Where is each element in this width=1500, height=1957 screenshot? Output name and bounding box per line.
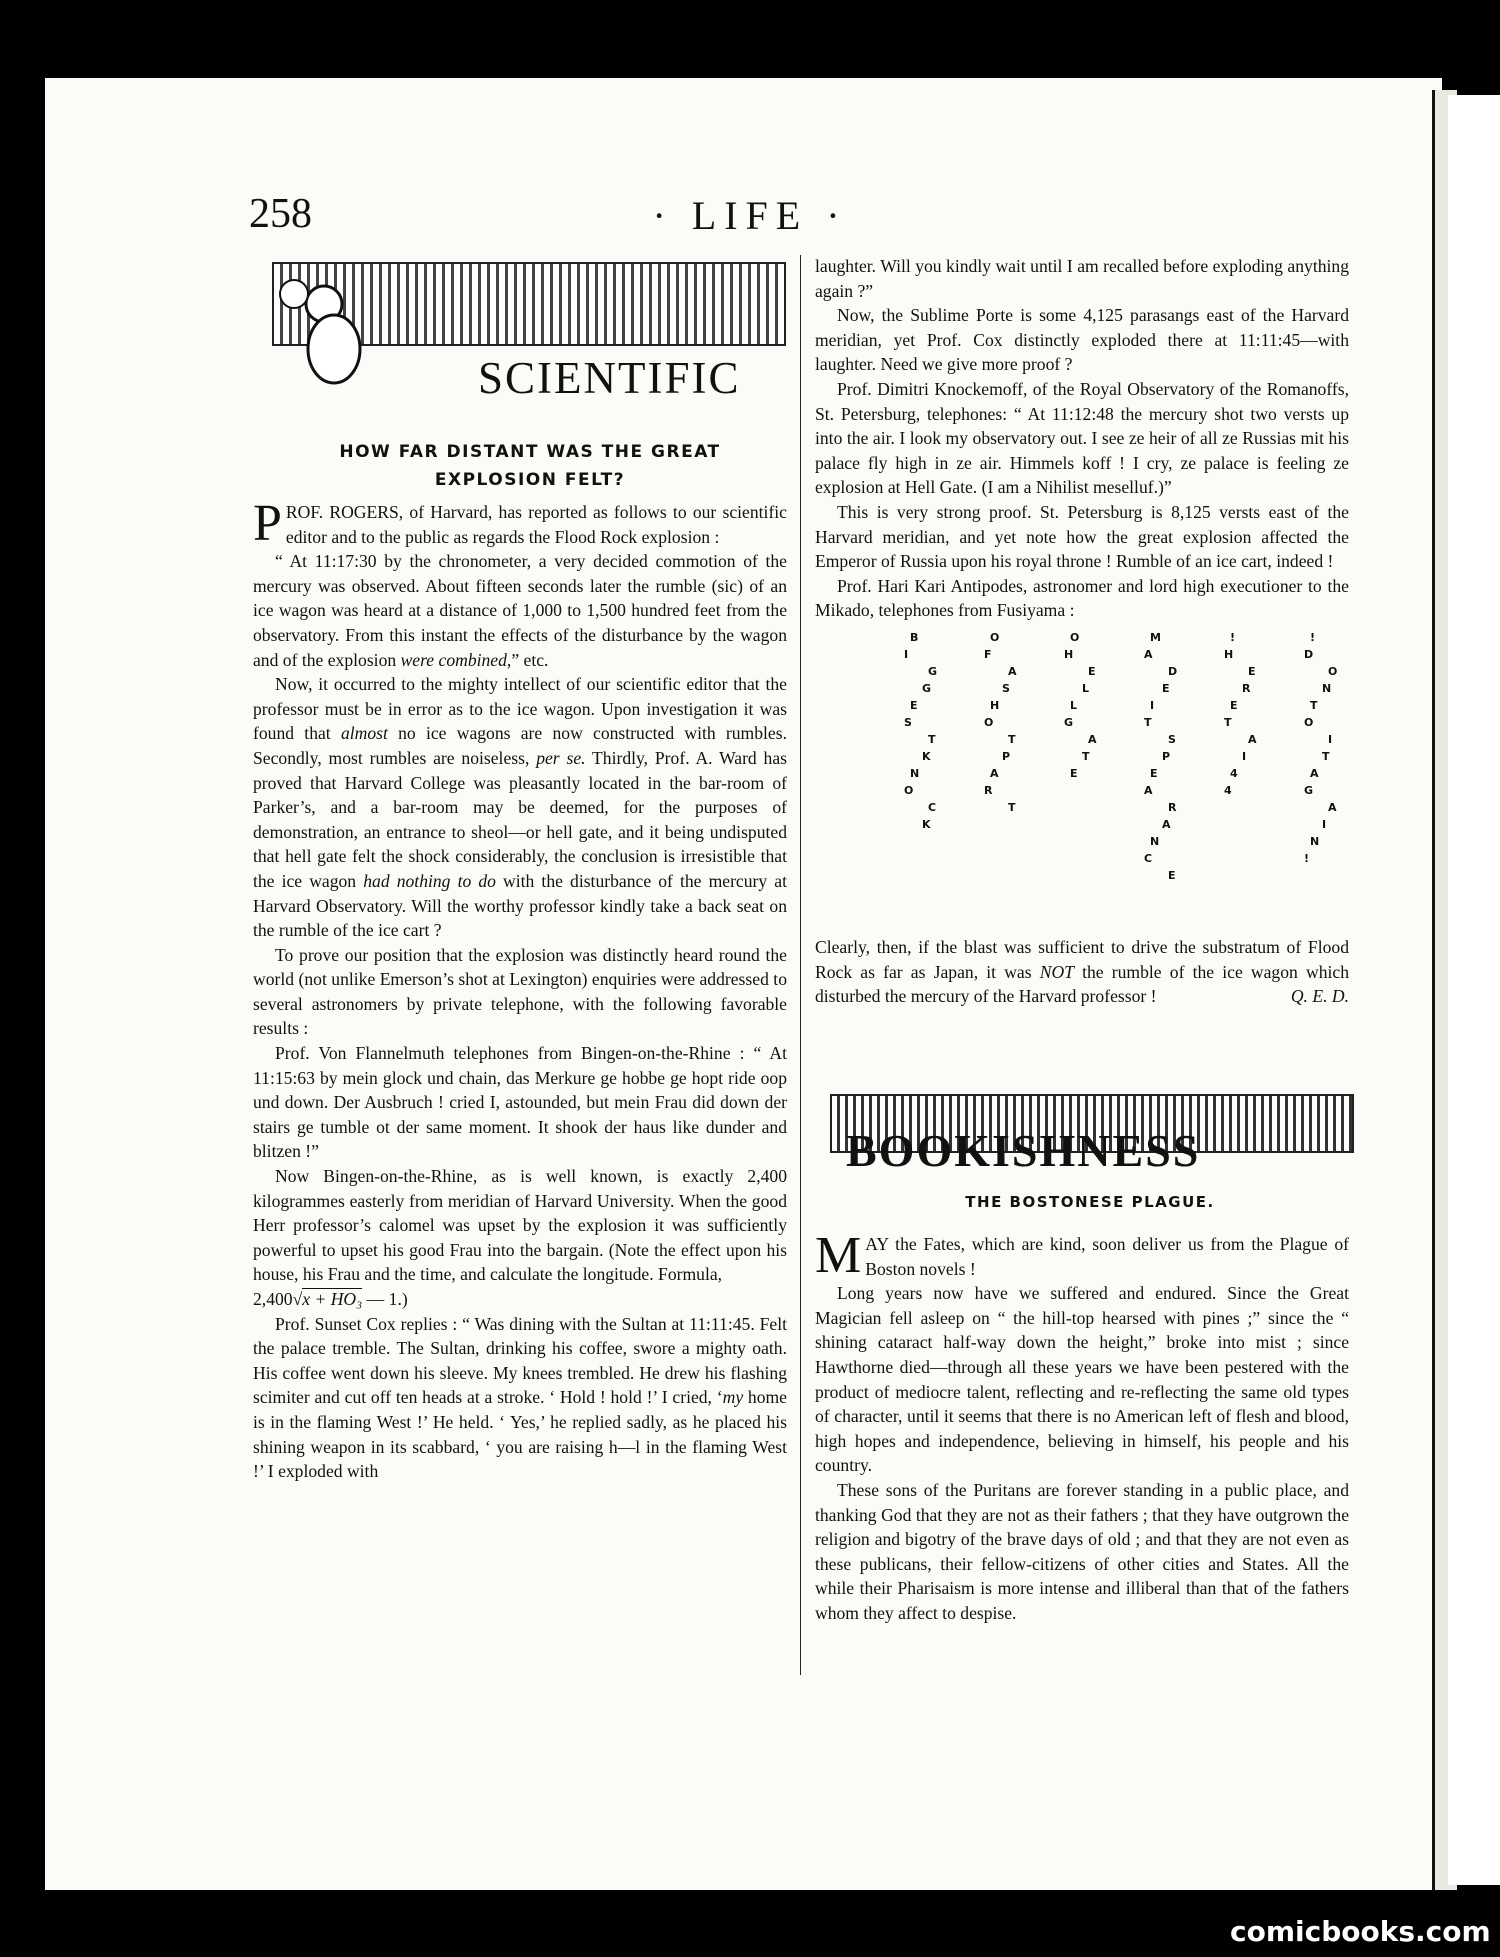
scattered-letter: A xyxy=(1162,817,1171,831)
scattered-letter: L xyxy=(1082,681,1090,695)
paragraph-text: Thirdly, Prof. A. Ward has proved that Harvard College was pleasantly located in the bar-room of Parker’s, and a bar-room may be deemed, for the purposes of demonstration, an entrance to sheol—or hell gate, and it being undisputed that hell gate felt the shock considerably, the conclusion is irresistible that the ice wagon xyxy=(253,747,788,891)
paragraph-text: Clearly, then, if the blast was sufficient to drive the substratum of Flood Rock as far as Japan, it was xyxy=(815,936,1349,982)
scattered-letter: N xyxy=(910,766,920,780)
emphasis: my xyxy=(722,1387,744,1408)
masthead-title: · LIFE · xyxy=(652,193,848,238)
emphasis: NOT xyxy=(1039,961,1074,982)
scattered-letter: L xyxy=(1070,698,1078,712)
scattered-letter: N xyxy=(1150,834,1160,848)
paragraph: Long years now have we suffered and endured. Since the Great Magician fell asleep on “ the hill-top hearsed with pines ;” since the “ shining cataract half-way down the height,” broke into mist ; since Hawthorne died—through all these years we have been pestered with the product of mediocre talent, reflecting and re-reflecting the same old types of character, until it seems that there is no American left of flesh and blood, high hopes and independence, believing in himself, his people and his country. xyxy=(815,1283,1349,1476)
scattered-letter: A xyxy=(1310,766,1319,780)
scattered-letter: A xyxy=(1088,732,1097,746)
scattered-letter: A xyxy=(1248,732,1257,746)
paragraph: Prof. Dimitri Knockemoff, of the Royal Observatory of the Romanoffs, St. Petersburg, telephones: “ At 11:12:48 the mercury shot two versts up into the air. I look my observatory out. I see ze heir of all ze Russias mit his palace fly high in ze air. Himmels koff ! I cry, ze palace is feeling ze explosion at Hell Gate. (I am a Nihilist meselluf.)” xyxy=(815,378,1349,498)
paragraph xyxy=(253,672,787,943)
scattered-letter: R xyxy=(984,783,993,797)
scattered-letter: R xyxy=(1242,681,1251,695)
paragraph: These sons of the Puritans are forever standing in a public place, and thanking God that they are not as their fathers ; that they have outgrown the religion and bigotry of the brave days of old ; and that they are not even as these publicans, their fellow-citizens of other cities and States. All the while their Pharisaism is more intense and illiberal than that of the fathers whom they affect to despise. xyxy=(815,1479,1349,1623)
scattered-letter: S xyxy=(904,715,912,729)
scattered-letter: A xyxy=(1144,647,1153,661)
scattered-letters-svg xyxy=(815,627,1349,929)
scattered-letter: I xyxy=(1242,749,1247,763)
scattered-letter: ! xyxy=(1310,630,1316,644)
scattered-letter: O xyxy=(1070,630,1080,644)
scattered-letter: E xyxy=(1150,766,1158,780)
bookishness-headline: THE BOSTONESE PLAGUE. xyxy=(965,1193,1215,1211)
scattered-letter: B xyxy=(910,630,919,644)
scattered-letter: G xyxy=(1304,783,1314,797)
scattered-letter: T xyxy=(1144,715,1152,729)
paragraph xyxy=(815,1227,1349,1284)
scattered-letter: A xyxy=(990,766,999,780)
scattered-letter: G xyxy=(928,664,938,678)
scattered-letter: E xyxy=(1162,681,1170,695)
headline-line-1: HOW FAR DISTANT WAS THE GREAT xyxy=(339,442,721,462)
paragraph xyxy=(253,1164,787,1287)
scattered-letter: P xyxy=(1002,749,1011,763)
scattered-letter: T xyxy=(1082,749,1090,763)
paragraph-text: Now Bingen-on-the-Rhine, as is well known, is exactly 2,400 kilogrammes easterly from meridian of Harvard University. When the good Herr professor’s calomel was upset by the explosion it was sufficiently powerful to upset his good Frau into the bargain. (Note the effect upon his house, his Frau and the time, and calculate the longitude. Formula, xyxy=(253,1166,787,1285)
scattered-letter: F xyxy=(984,647,992,661)
scattered-letter: O xyxy=(1304,715,1314,729)
scattered-letter: I xyxy=(1328,732,1333,746)
paragraph: laughter. Will you kindly wait until I am recalled before exploding anything again ?” xyxy=(815,256,1349,301)
formula-coefficient: 2,400 xyxy=(253,1289,293,1309)
formula-tail: — 1.) xyxy=(362,1289,408,1309)
scattered-letter: R xyxy=(1168,800,1177,814)
scattered-letter: A xyxy=(1144,783,1153,797)
qed-signoff: Q. E. D. xyxy=(1290,986,1349,1007)
cherub-illustration xyxy=(274,264,414,404)
scattered-letter: O xyxy=(1328,664,1338,678)
formula xyxy=(253,1287,787,1312)
paragraph-text: with the disturbance of the mercury at Harvard Observatory. Will the worthy professor kindly take a back seat on the rumble of the ice cart ? xyxy=(253,870,787,941)
scattered-letter: T xyxy=(1310,698,1318,712)
scattered-letter: O xyxy=(984,715,994,729)
paragraph xyxy=(253,495,787,552)
paragraph-text: ROF. ROGERS, of Harvard, has reported as follows to our scientific editor and to the public as regards the Flood Rock explosion : xyxy=(285,502,787,547)
scattered-letter: C xyxy=(1144,851,1153,865)
scattered-letter: ! xyxy=(1304,851,1310,865)
scattered-letter: ! xyxy=(1230,630,1236,644)
paragraph: To prove our position that the explosion was distinctly heard round the world (not unlike Emerson’s shot at Lexington) enquiries were addressed to several astronomers by private telephone, with the following favorable results : xyxy=(253,944,787,1039)
scattered-letter: H xyxy=(1064,647,1074,661)
emphasis: almost xyxy=(340,723,388,744)
scattered-letter: T xyxy=(1008,800,1016,814)
paragraph xyxy=(253,549,787,672)
page-number: 258 xyxy=(249,191,312,237)
emphasis: were combined, xyxy=(400,649,512,670)
paragraph-text: ” etc. xyxy=(511,649,549,670)
scattered-letters-figure xyxy=(815,627,1349,929)
scattered-letter: G xyxy=(922,681,932,695)
scattered-letter: I xyxy=(1150,698,1155,712)
scientific-banner-illustration xyxy=(272,262,786,346)
watermark: comicbooks.com xyxy=(1230,1915,1491,1948)
paragraph-text: AY the Fates, which are kind, soon deliver us from the Plague of Boston novels ! xyxy=(865,1234,1349,1279)
paragraph-text: Prof. Sunset Cox replies : “ Was dining with the Sultan at 11:11:45. Felt the palace tremble. The Sultan, drinking his coffee, swore a mighty oath. His coffee went down his sleeve. My knees trembled. He drew his flashing scimiter and cut off ten heads at a stroke. ‘ Hold ! hold !’ I cried, ‘ xyxy=(253,1313,787,1408)
paragraph xyxy=(253,1312,787,1484)
scattered-letter: 4 xyxy=(1224,783,1232,797)
scattered-letter: P xyxy=(1162,749,1171,763)
bookishness-column xyxy=(815,1227,1349,1626)
drop-cap: P xyxy=(253,495,282,552)
scattered-letter: D xyxy=(1168,664,1178,678)
emphasis: per se. xyxy=(536,747,586,768)
scattered-letter: O xyxy=(990,630,1000,644)
paragraph-text: home is in the flaming West !’ He held. ‘ Yes,’ he replied sadly, as he placed his shining weapon in its scabbard, ‘ you are raising h—l in the flaming West !’ I exploded with xyxy=(253,1387,787,1482)
paragraph xyxy=(815,935,1349,1009)
scientific-headline xyxy=(270,438,790,494)
radical-icon: √ xyxy=(292,1289,303,1309)
scattered-letter: C xyxy=(928,800,937,814)
scattered-letter: T xyxy=(1008,732,1016,746)
scattered-letter: H xyxy=(990,698,1000,712)
paragraph-text: “ At 11:17:30 by the chronometer, a very decided commotion of the mercury was observed. About fifteen seconds later the rumble (sic) of an ice wagon was heard at a distance of 1,000 to 1,500 hundred feet from the observatory. From this instant the effects of the disturbance by the wagon and of the explosion xyxy=(253,551,787,670)
scattered-letter: N xyxy=(1322,681,1332,695)
drop-cap: M xyxy=(815,1227,862,1284)
paragraph-text: no ice wagons are now constructed with rumbles. Secondly, most rumbles are noiseless, xyxy=(253,723,787,768)
paragraph: Now, the Sublime Porte is some 4,125 parasangs east of the Harvard meridian, yet Prof. Cox distinctly exploded there at 11:11:45—with laughter. Need we give more proof ? xyxy=(815,305,1349,375)
scattered-letter: T xyxy=(1224,715,1232,729)
scattered-letter: E xyxy=(1070,766,1078,780)
scattered-letter: E xyxy=(1088,664,1096,678)
scattered-letter: T xyxy=(928,732,936,746)
scattered-letter: S xyxy=(1168,732,1176,746)
scattered-letter: I xyxy=(1322,817,1327,831)
scattered-letter: E xyxy=(1230,698,1238,712)
scattered-letter: K xyxy=(922,749,931,763)
scattered-letter: S xyxy=(1002,681,1010,695)
emphasis: had nothing to do xyxy=(363,870,496,891)
scattered-letter: M xyxy=(1150,630,1161,644)
scientific-left-column xyxy=(253,495,788,1484)
paragraph: Prof. Hari Kari Antipodes, astronomer and lord high executioner to the Mikado, telephones from Fusiyama : xyxy=(815,575,1349,621)
scattered-letter: N xyxy=(1310,834,1320,848)
scattered-letter: E xyxy=(1168,868,1176,882)
paragraph: This is very strong proof. St. Petersburg is 8,125 versts east of the Harvard meridian, and yet note how the great explosion affected the Emperor of Russia upon his royal throne ! Rumble of an ice cart, indeed ! xyxy=(815,501,1349,572)
scattered-letter: D xyxy=(1304,647,1314,661)
scattered-letter: T xyxy=(1322,749,1330,763)
paragraph-text: the rumble of the ice wagon which disturbed the mercury of the Harvard professor ! xyxy=(815,961,1349,1007)
column-rule xyxy=(800,255,801,1675)
scientific-right-column xyxy=(815,254,1349,1009)
scattered-letter: 4 xyxy=(1230,766,1238,780)
scattered-letter: E xyxy=(1248,664,1256,678)
headline-line-2: EXPLOSION FELT? xyxy=(434,470,626,490)
scattered-letter: I xyxy=(904,647,909,661)
paragraph: Prof. Von Flannelmuth telephones from Bingen-on-the-Rhine : “ At 11:15:63 by mein glock und chain, das Merkure ge hobbe ge hopt ride oop und down. Der Ausbruch ! cried I, astounded, but mein Frau did down der stairs ge tumble ot der same moment. It shook der haus like dunder and blitzen !” xyxy=(253,1043,787,1162)
bookishness-section-title: BOOKISHNESS xyxy=(846,1125,1201,1176)
scientific-section-title: SCIENTIFIC xyxy=(478,353,741,403)
scattered-letter: E xyxy=(910,698,918,712)
scattered-letter: H xyxy=(1224,647,1234,661)
scattered-letter: K xyxy=(922,817,931,831)
formula-radicand: x + HO₃ xyxy=(302,1289,363,1309)
scattered-letter: A xyxy=(1008,664,1017,678)
scattered-letter: A xyxy=(1328,800,1337,814)
scattered-letter: O xyxy=(904,783,914,797)
scattered-letter: G xyxy=(1064,715,1074,729)
paragraph-text: Now, it occurred to the mighty intellect of our scientific editor that the professor must be in error as to the ice wagon. Upon investigation it was found that xyxy=(253,674,787,744)
next-page-edge xyxy=(1448,95,1500,1885)
